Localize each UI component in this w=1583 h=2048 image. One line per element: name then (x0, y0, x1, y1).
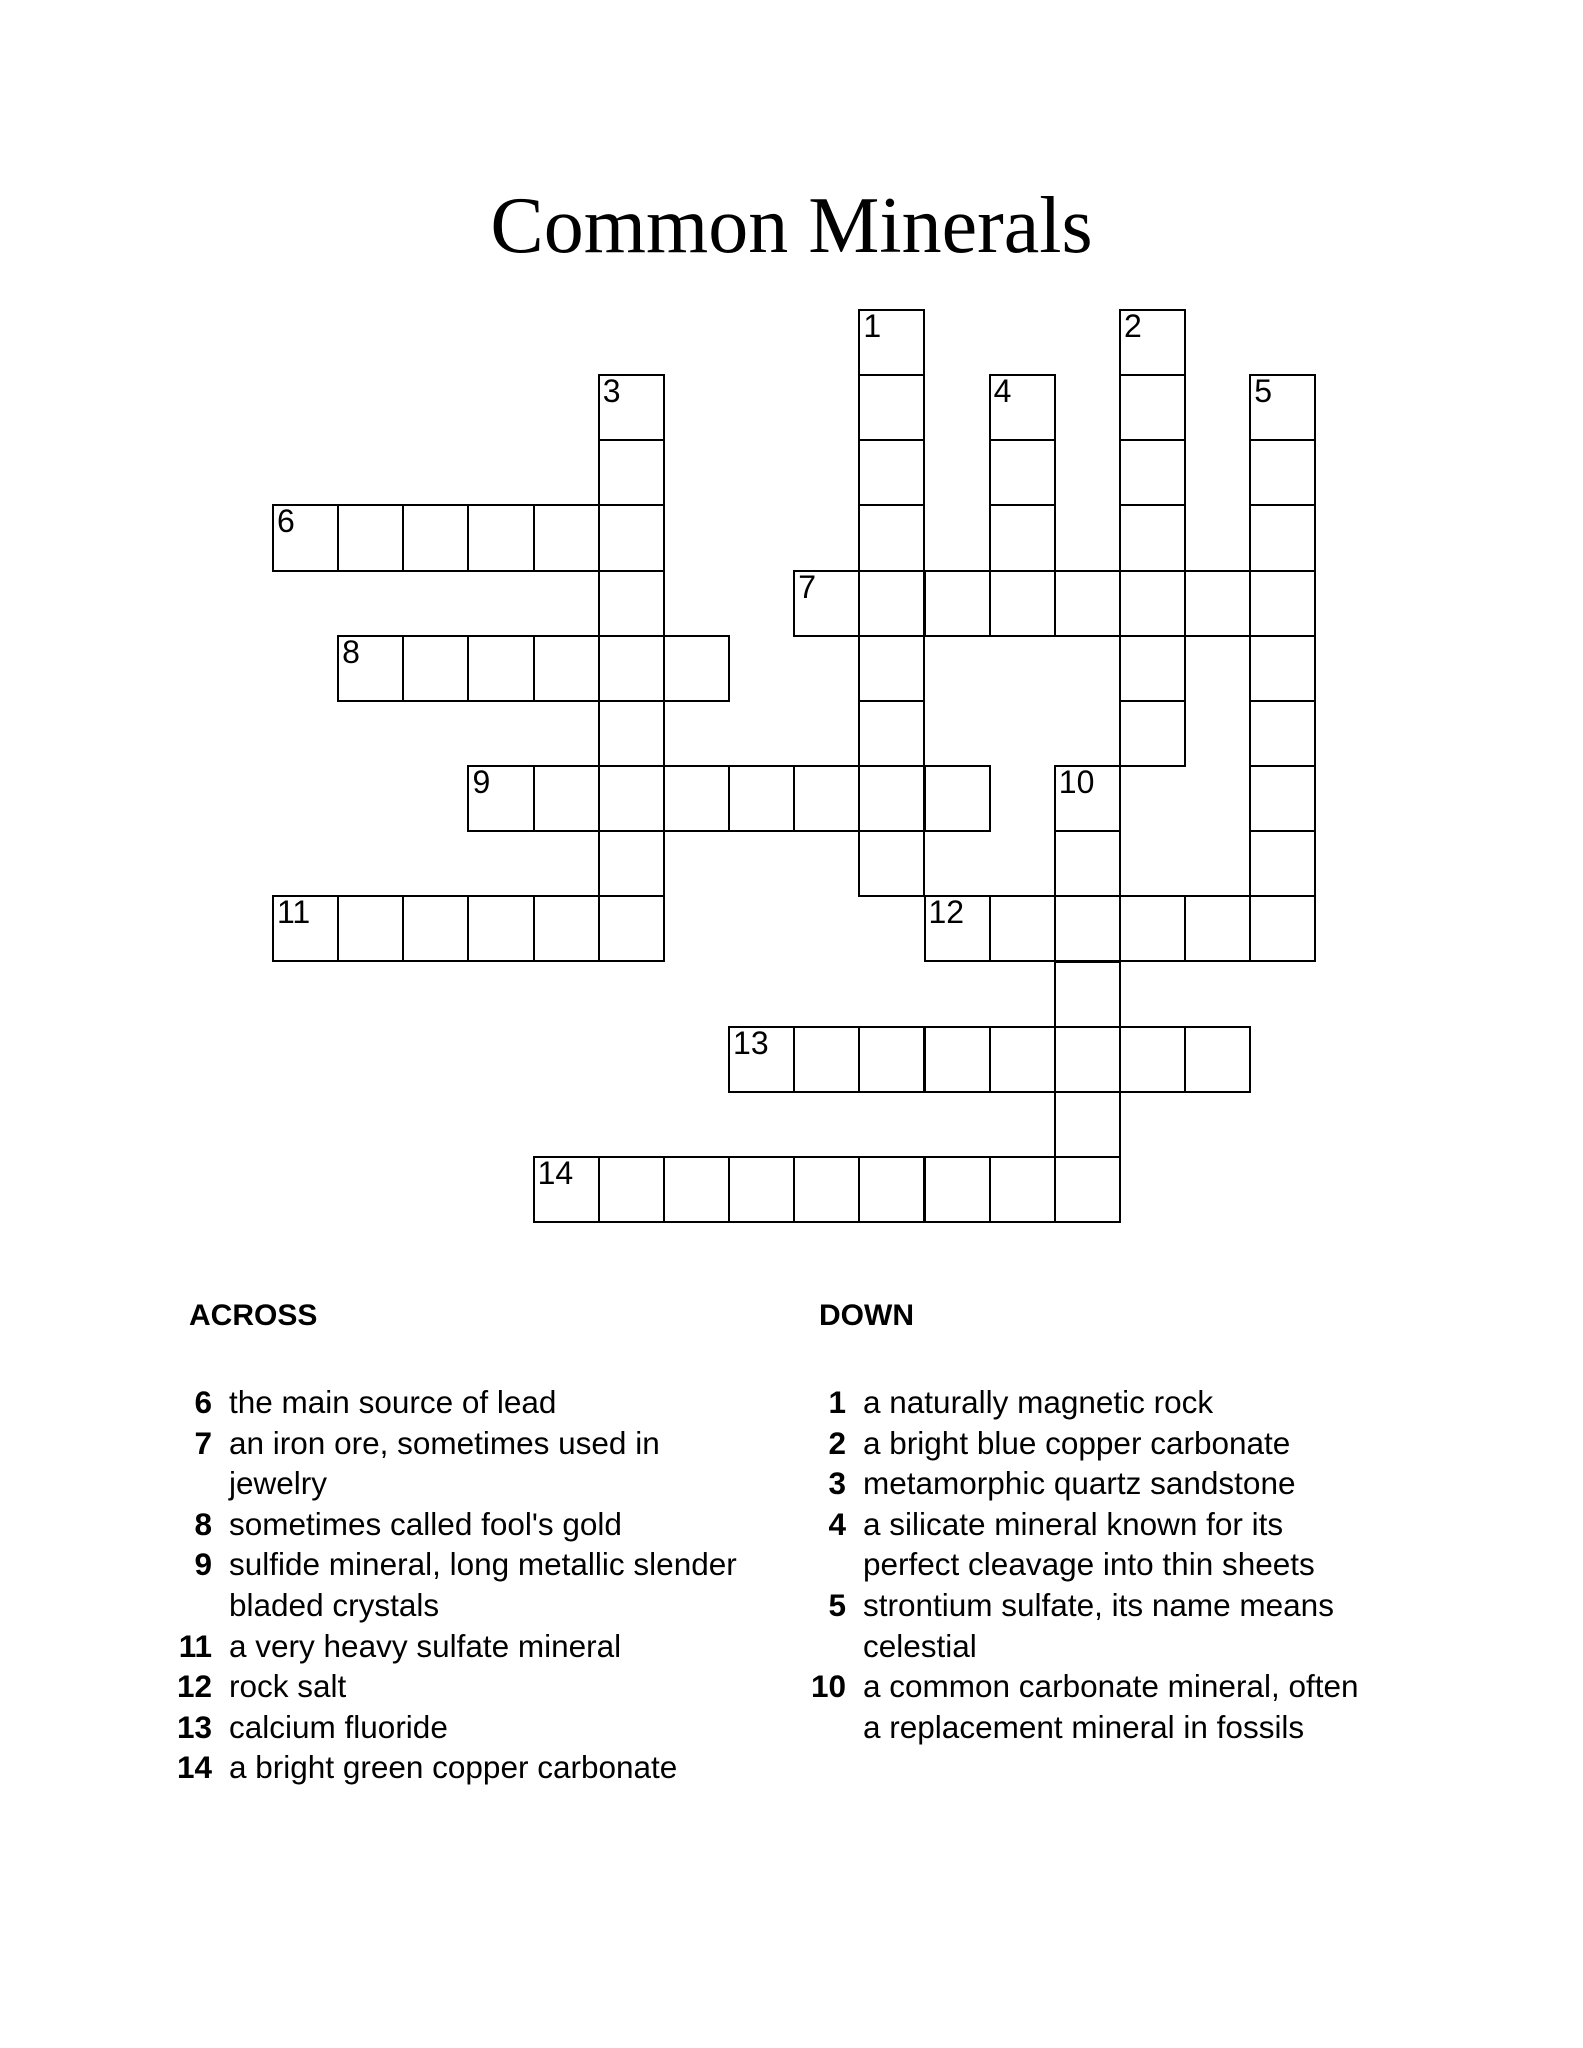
cell-number: 14 (537, 1154, 574, 1191)
grid-cell[interactable] (1119, 635, 1186, 702)
grid-cell[interactable] (1249, 895, 1316, 962)
grid-cell[interactable] (858, 504, 925, 571)
clue-item (172, 1626, 762, 1667)
clue-text: a bright green copper carbonate (229, 1749, 678, 1786)
grid-cell[interactable] (598, 765, 665, 832)
grid-cell[interactable] (1184, 1026, 1251, 1093)
grid-cell[interactable] (337, 635, 404, 702)
clue-number: 5 (828, 1586, 846, 1623)
cell-number: 4 (993, 373, 1012, 410)
clue-number: 3 (828, 1465, 846, 1502)
grid-cell[interactable] (989, 1156, 1056, 1223)
grid-cell[interactable] (598, 374, 665, 441)
grid-cell[interactable] (598, 439, 665, 506)
grid-cell[interactable] (1054, 765, 1121, 832)
clue-number: 8 (194, 1505, 212, 1542)
clue-number: 11 (178, 1627, 212, 1664)
grid-cell[interactable] (1184, 570, 1251, 637)
grid-cell[interactable] (663, 1156, 730, 1223)
cell-number: 2 (1123, 308, 1142, 344)
clue-text: a very heavy sulfate mineral (229, 1627, 622, 1664)
clue-text: an iron ore, sometimes used in jewelry (229, 1424, 660, 1502)
across-heading: ACROSS (189, 1299, 318, 1332)
grid-cell[interactable] (533, 504, 600, 571)
clue-item (806, 1463, 1396, 1504)
grid-cell[interactable] (858, 765, 925, 832)
clue-item (806, 1382, 1396, 1423)
grid-cell[interactable] (402, 504, 469, 571)
grid-cell[interactable] (1249, 374, 1316, 441)
clue-item (172, 1747, 762, 1788)
grid-cell[interactable] (1119, 700, 1186, 767)
cell-number: 9 (472, 764, 491, 801)
clue-text: a naturally magnetic rock (863, 1384, 1214, 1420)
grid-cell[interactable] (1119, 504, 1186, 571)
grid-cell[interactable] (924, 570, 991, 637)
clue-number: 10 (810, 1668, 846, 1705)
grid-cell[interactable] (858, 830, 925, 897)
grid-cell[interactable] (728, 1026, 795, 1093)
grid-cell[interactable] (402, 895, 469, 962)
grid-cell[interactable] (1054, 895, 1121, 962)
grid-cell[interactable] (858, 700, 925, 767)
clue-item (172, 1707, 762, 1748)
grid-cell[interactable] (598, 1156, 665, 1223)
grid-cell[interactable] (924, 765, 991, 832)
clue-item (172, 1382, 762, 1423)
grid-cell[interactable] (1119, 439, 1186, 506)
grid-cell[interactable] (1119, 309, 1186, 376)
grid-cell[interactable] (924, 895, 991, 962)
grid-cell[interactable] (989, 1026, 1056, 1093)
across-clue-list (172, 1382, 762, 1788)
grid-cell[interactable] (1119, 374, 1186, 441)
grid-cell[interactable] (1249, 765, 1316, 832)
clue-text: a common carbonate mineral, often a replacement mineral in fossils (863, 1668, 1359, 1745)
grid-cell[interactable] (1119, 895, 1186, 962)
grid-cell[interactable] (1249, 504, 1316, 571)
grid-cell[interactable] (272, 504, 339, 571)
clue-text: metamorphic quartz sandstone (863, 1465, 1296, 1502)
clue-item (172, 1666, 762, 1707)
clue-number: 2 (828, 1424, 846, 1461)
grid-cell[interactable] (467, 765, 534, 832)
grid-cell[interactable] (1054, 1026, 1121, 1093)
clue-number: 6 (194, 1384, 212, 1420)
grid-cell[interactable] (598, 830, 665, 897)
cell-number: 7 (798, 568, 816, 605)
grid-cell[interactable] (989, 895, 1056, 962)
grid-cell[interactable] (598, 504, 665, 571)
clue-number: 12 (176, 1668, 212, 1705)
grid-cell[interactable] (989, 374, 1056, 441)
grid-cell[interactable] (858, 570, 925, 637)
grid-cell[interactable] (793, 765, 860, 832)
grid-cell[interactable] (858, 1026, 925, 1093)
grid-cell[interactable] (1249, 635, 1316, 702)
grid-cell[interactable] (924, 1156, 991, 1223)
grid-cell[interactable] (1249, 439, 1316, 506)
clue-text: rock salt (229, 1668, 347, 1705)
clue-text: a bright blue copper carbonate (863, 1424, 1291, 1461)
grid-cell[interactable] (858, 374, 925, 441)
clue-text: sometimes called fool's gold (229, 1505, 622, 1542)
cell-number: 6 (277, 503, 295, 540)
clue-number: 9 (194, 1546, 212, 1583)
grid-cell[interactable] (1119, 1026, 1186, 1093)
grid-cell[interactable] (598, 700, 665, 767)
grid-cell[interactable] (989, 570, 1056, 637)
grid-cell[interactable] (272, 895, 339, 962)
clue-item (172, 1423, 762, 1504)
clue-number: 13 (176, 1708, 212, 1745)
grid-cell[interactable] (337, 895, 404, 962)
clue-text: the main source of lead (229, 1384, 557, 1420)
clue-number: 14 (176, 1749, 212, 1786)
cell-number: 5 (1254, 373, 1273, 410)
grid-cell[interactable] (924, 1026, 991, 1093)
clue-item (806, 1666, 1396, 1747)
clue-text: a silicate mineral known for its perfect cleavage into thin sheets (863, 1505, 1315, 1583)
grid-cell[interactable] (793, 1026, 860, 1093)
grid-cell[interactable] (793, 1156, 860, 1223)
grid-cell[interactable] (533, 635, 600, 702)
cell-number: 11 (277, 894, 311, 931)
grid-cell[interactable] (598, 635, 665, 702)
grid-cell[interactable] (793, 570, 860, 637)
cell-number: 12 (928, 894, 965, 931)
grid-cell[interactable] (858, 309, 925, 376)
down-heading: DOWN (819, 1299, 914, 1332)
grid-cell[interactable] (1054, 1156, 1121, 1223)
grid-cell[interactable] (598, 570, 665, 637)
cell-number: 8 (342, 633, 360, 670)
grid-cell[interactable] (1054, 830, 1121, 897)
clue-item (806, 1585, 1396, 1666)
clue-item (172, 1544, 762, 1625)
grid-cell[interactable] (858, 1156, 925, 1223)
grid-cell[interactable] (1249, 830, 1316, 897)
puzzle-title: Common Minerals (490, 182, 1093, 270)
down-clues-section (806, 1301, 1396, 1747)
grid-cell[interactable] (598, 895, 665, 962)
grid-cell[interactable] (467, 635, 534, 702)
grid-cell[interactable] (663, 635, 730, 702)
grid-cell[interactable] (1054, 1091, 1121, 1158)
grid-cell[interactable] (663, 765, 730, 832)
clue-text: calcium fluoride (229, 1708, 448, 1745)
grid-cell[interactable] (1249, 570, 1316, 637)
clue-item (806, 1423, 1396, 1464)
cell-number: 1 (863, 308, 882, 344)
cell-number: 3 (602, 373, 621, 410)
clue-number: 4 (828, 1505, 846, 1542)
clue-number: 1 (828, 1384, 846, 1420)
grid-cell[interactable] (989, 504, 1056, 571)
grid-cell[interactable] (728, 765, 795, 832)
grid-cell[interactable] (533, 765, 600, 832)
cell-number: 10 (1058, 764, 1095, 801)
across-clues-section (172, 1301, 762, 1788)
grid-cell[interactable] (1054, 570, 1121, 637)
clue-text: sulfide mineral, long metallic slender bladed crystals (229, 1546, 737, 1623)
grid-cell[interactable] (1119, 570, 1186, 637)
grid-cell[interactable] (402, 635, 469, 702)
grid-cell[interactable] (337, 504, 404, 571)
grid-cell[interactable] (1249, 700, 1316, 767)
clue-number: 7 (194, 1424, 212, 1461)
grid-cell[interactable] (1184, 895, 1251, 962)
clue-text: strontium sulfate, its name means celestial (863, 1586, 1334, 1664)
grid-cell[interactable] (858, 439, 925, 506)
clue-item (172, 1504, 762, 1545)
grid-cell[interactable] (1054, 961, 1121, 1028)
grid-cell[interactable] (533, 895, 600, 962)
grid-cell[interactable] (728, 1156, 795, 1223)
down-clue-list (806, 1382, 1396, 1747)
grid-cell[interactable] (533, 1156, 600, 1223)
grid-cell[interactable] (989, 439, 1056, 506)
grid-cell[interactable] (467, 895, 534, 962)
cell-number: 13 (733, 1024, 769, 1061)
grid-cell[interactable] (858, 635, 925, 702)
grid-cell[interactable] (467, 504, 534, 571)
clue-item (806, 1504, 1396, 1585)
